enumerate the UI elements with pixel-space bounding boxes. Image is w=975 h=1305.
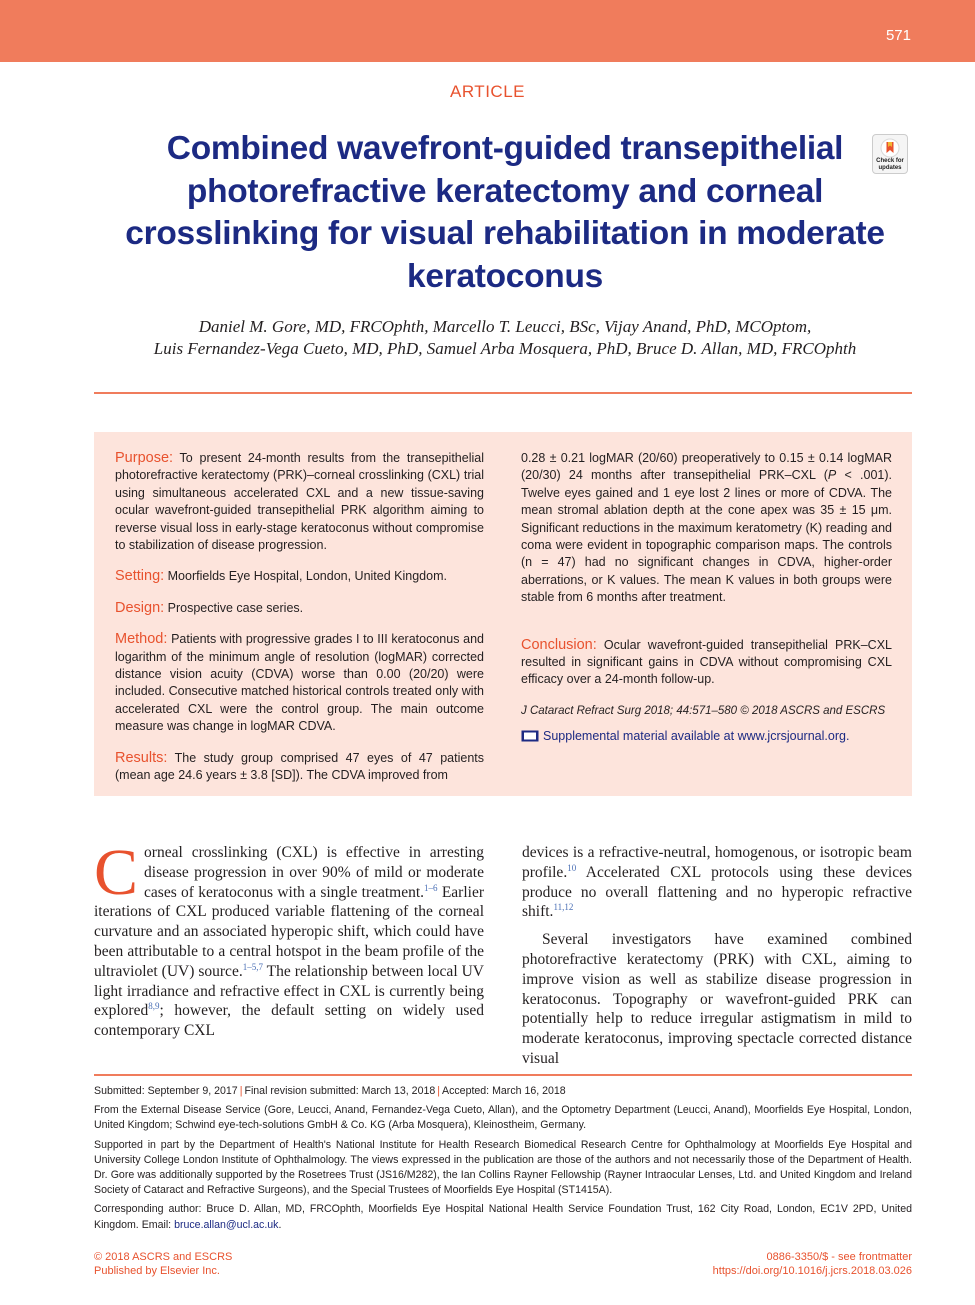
title-divider [94,392,912,394]
page-number: 571 [885,27,911,44]
journal-website-link[interactable]: www.jcrsjournal.org [737,729,846,744]
publisher: Published by Elsevier Inc. [94,1265,220,1277]
drop-cap: C [94,836,139,909]
intro-cont-text-a: devices is a refractive-neutral, homogenous, or isotropic beam profile. [522,844,912,881]
abstract-right-column [521,450,892,760]
intro-paragraph [94,836,484,1041]
reference-link[interactable]: 1–5,7 [242,961,263,972]
corresponding-text: Corresponding author: Bruce D. Allan, MD, FRCOphth, Moorfields Eye Hospital National Health Service Foundation Trust, 162 City Road, London, EC1V 2PD, United Kingdom. Email: [94,1203,912,1231]
purpose-text: To present 24-month results from the transepithelial photorefractive keratectomy (PRK)–corneal crosslinking (CXL) trial using simultaneous accelerated CXL and a new tissue-saving ocular wavefront-guided transepithelial PRK algorithm aiming to reverse visual loss in early-stage keratoconus without compromise to stabilization of disease progression. [115,451,484,553]
abstract-results-continued [521,450,892,607]
separator: | [437,1085,441,1097]
doi-link[interactable]: https://doi.org/10.1016/j.jcrs.2018.03.026 [712,1265,912,1277]
copyright-block [94,1250,232,1278]
results-heading: Results: [115,749,168,766]
article-type-label: ARTICLE [450,82,525,101]
abstract-conclusion [521,637,892,689]
reference-link[interactable]: 8,9 [148,1001,160,1012]
abstract-results-start [115,750,484,785]
journal-citation: J Cataract Refract Surg 2018; 44:571–580 © 2018 ASCRS and ESCRS [521,704,886,717]
intro-paragraph-continued [522,843,912,922]
supplemental-text: Supplemental material available at [543,729,738,744]
authors-line-2: Luis Fernandez-Vega Cueto, MD, PhD, Samuel Arba Mosquera, PhD, Bruce D. Allan, MD, FRCOphth [153,339,857,358]
author-list [90,316,920,360]
corresponding-author [94,1202,912,1232]
supplemental-end: . [845,729,850,744]
monitor-icon [521,730,539,742]
intro-text-d: ; however, the default setting on widely used contemporary CXL [94,1002,484,1040]
abstract-method [115,631,484,735]
identifier-block [713,1250,912,1278]
intro-cont-text-b: Accelerated CXL protocols using these devices produce no overall flattening and no hyperopic refractive shift. [522,863,912,921]
design-heading: Design: [115,599,165,616]
accepted-date: Accepted: March 16, 2018 [442,1085,566,1097]
check-for-updates-badge[interactable] [872,134,908,174]
abstract-left-column [115,450,484,799]
revision-date: Final revision submitted: March 13, 2018 [244,1085,436,1097]
purpose-heading: Purpose: [115,450,174,466]
intro-text-b: Earlier iterations of CXL produced variable flattening of the corneal curvature and an associated hyperopic shift, which could have been attributable to a central hotspot in the beam profile of the ultraviolet (UV) source. [94,883,484,980]
reference-link[interactable]: 11,12 [553,902,574,913]
corresponding-end: . [278,1218,282,1231]
abstract-design [115,600,484,617]
footnotes [94,1084,912,1237]
separator: | [239,1085,243,1097]
email-link[interactable]: bruce.allan@ucl.ac.uk [174,1218,279,1231]
conclusion-text: Ocular wavefront-guided transepithelial PRK–CXL resulted in significant gains in CDVA without compromising CXL efficacy over a 24-month follow-up. [521,637,892,687]
second-paragraph: Several investigators have examined combined photorefractive keratectomy (PRK) with CXL, aiming to improve vision as well as stabilize disease progression in keratoconus. Topography or wavefront-guided PRK can potentially help to reduce irregular astigmatism in mild to moderate keratoconus, improving spectacle corrected distance visual [522,931,912,1067]
p-value-symbol: P [827,468,837,483]
reference-link[interactable]: 10 [567,862,577,873]
funding-statement: Supported in part by the Department of Health's National Institute for Health Research Biomedical Research Centre for Ophthalmology at Moorfields Eye Hospital and University College London Institute of Ophthalmology. The views expressed in the publication are those of the authors and not necessarily those of the Department of Health. Dr. Gore was additionally supported by the Rosetrees Trust (JS16/M282), the Ian Collins Rayner Fellowship (Rayner Intraocular Lenses, Ltd. and United Kingdom and Ireland Society of Cataract and Refractive Surgeons), and the Special Trustees of Moorfields Eye Hospital (ST1415A). [94,1138,912,1197]
article-title: Combined wavefront-guided transepithelial photorefractive keratectomy and corneal crosslinking for visual rehabilitation in moderate keratoconus [125,130,885,295]
authors-line-1: Daniel M. Gore, MD, FRCOphth, Marcello T. Leucci, BSc, Vijay Anand, PhD, MCOptom, [198,317,812,336]
copyright: © 2018 ASCRS and ESCRS [94,1251,233,1263]
body-right-column [522,843,912,1069]
intro-text-c: The relationship between local UV light irradiance and refractive effect in CXL is currently being explored [94,962,484,1020]
method-heading: Method: [115,631,168,648]
conclusion-heading: Conclusion: [521,636,597,653]
submission-dates [94,1084,912,1099]
results-text-a: The study group comprised 47 eyes of 47 patients (mean age 24.6 years ± 3.8 [SD]). The CDVA improved from [115,750,484,783]
abstract-box [94,432,912,796]
results-text-b1: 0.28 ± 0.21 logMAR (20/60) preoperatively to 0.15 ± 0.14 logMAR (20/30) 24 months after transepithelial PRK–CXL ( [521,451,892,483]
submitted-date: Submitted: September 9, 2017 [94,1085,238,1097]
abstract-purpose [115,450,484,554]
results-text-b2: < .001). Twelve eyes gained and 1 eye lost 2 lines or more of CDVA. The mean stromal ablation depth at the cone apex was 35 ± 15 μm. Significant reductions in the maximum keratometry (K) reading and coma were evident in topographic comparison maps. The controls (n = 47) had no significant changes in CDVA, higher-order aberrations, or K values. The mean K values in both groups were stable from 6 months after treatment. [521,468,892,605]
setting-heading: Setting: [115,568,165,585]
setting-text: Moorfields Eye Hospital, London, United Kingdom. [164,569,447,584]
design-text: Prospective case series. [164,600,304,615]
abstract-setting [115,568,484,585]
check-updates-line1: Check for [876,158,904,164]
method-text: Patients with progressive grades I to III keratoconus and logarithm of the minimum angle of resolution (logMAR) corrected distance vision acuity (CDVA) worse than 0.00 (20/20) were included. Consecutive matched historical controls treated only with accelerated CXL were the control group. The main outcome measure was change in logMAR CDVA. [115,632,484,734]
check-updates-line2: updates [878,164,902,171]
issn: 0886-3350/$ - see frontmatter [766,1251,912,1263]
supplemental-material [521,728,892,745]
body-left-column [94,836,484,1041]
affiliations: From the External Disease Service (Gore, Leucci, Anand, Fernandez-Vega Cueto, Allan), and the Optometry Department (Leucci, Anand), Moorfields Eye Hospital, London, United Kingdom; Schwind eye-tech-solutions GmbH & Co. KG (Arba Mosquera), Kleinostheim, Germany. [94,1104,912,1132]
reference-link[interactable]: 1–6 [424,882,438,893]
bookmark-icon [880,138,900,158]
intro-text-a: orneal crosslinking (CXL) is effective in arresting disease progression in over 90% of mild or moderate cases of keratoconus with a single treatment. [144,844,484,901]
footnote-divider [94,1074,912,1076]
header-bar [0,0,975,62]
